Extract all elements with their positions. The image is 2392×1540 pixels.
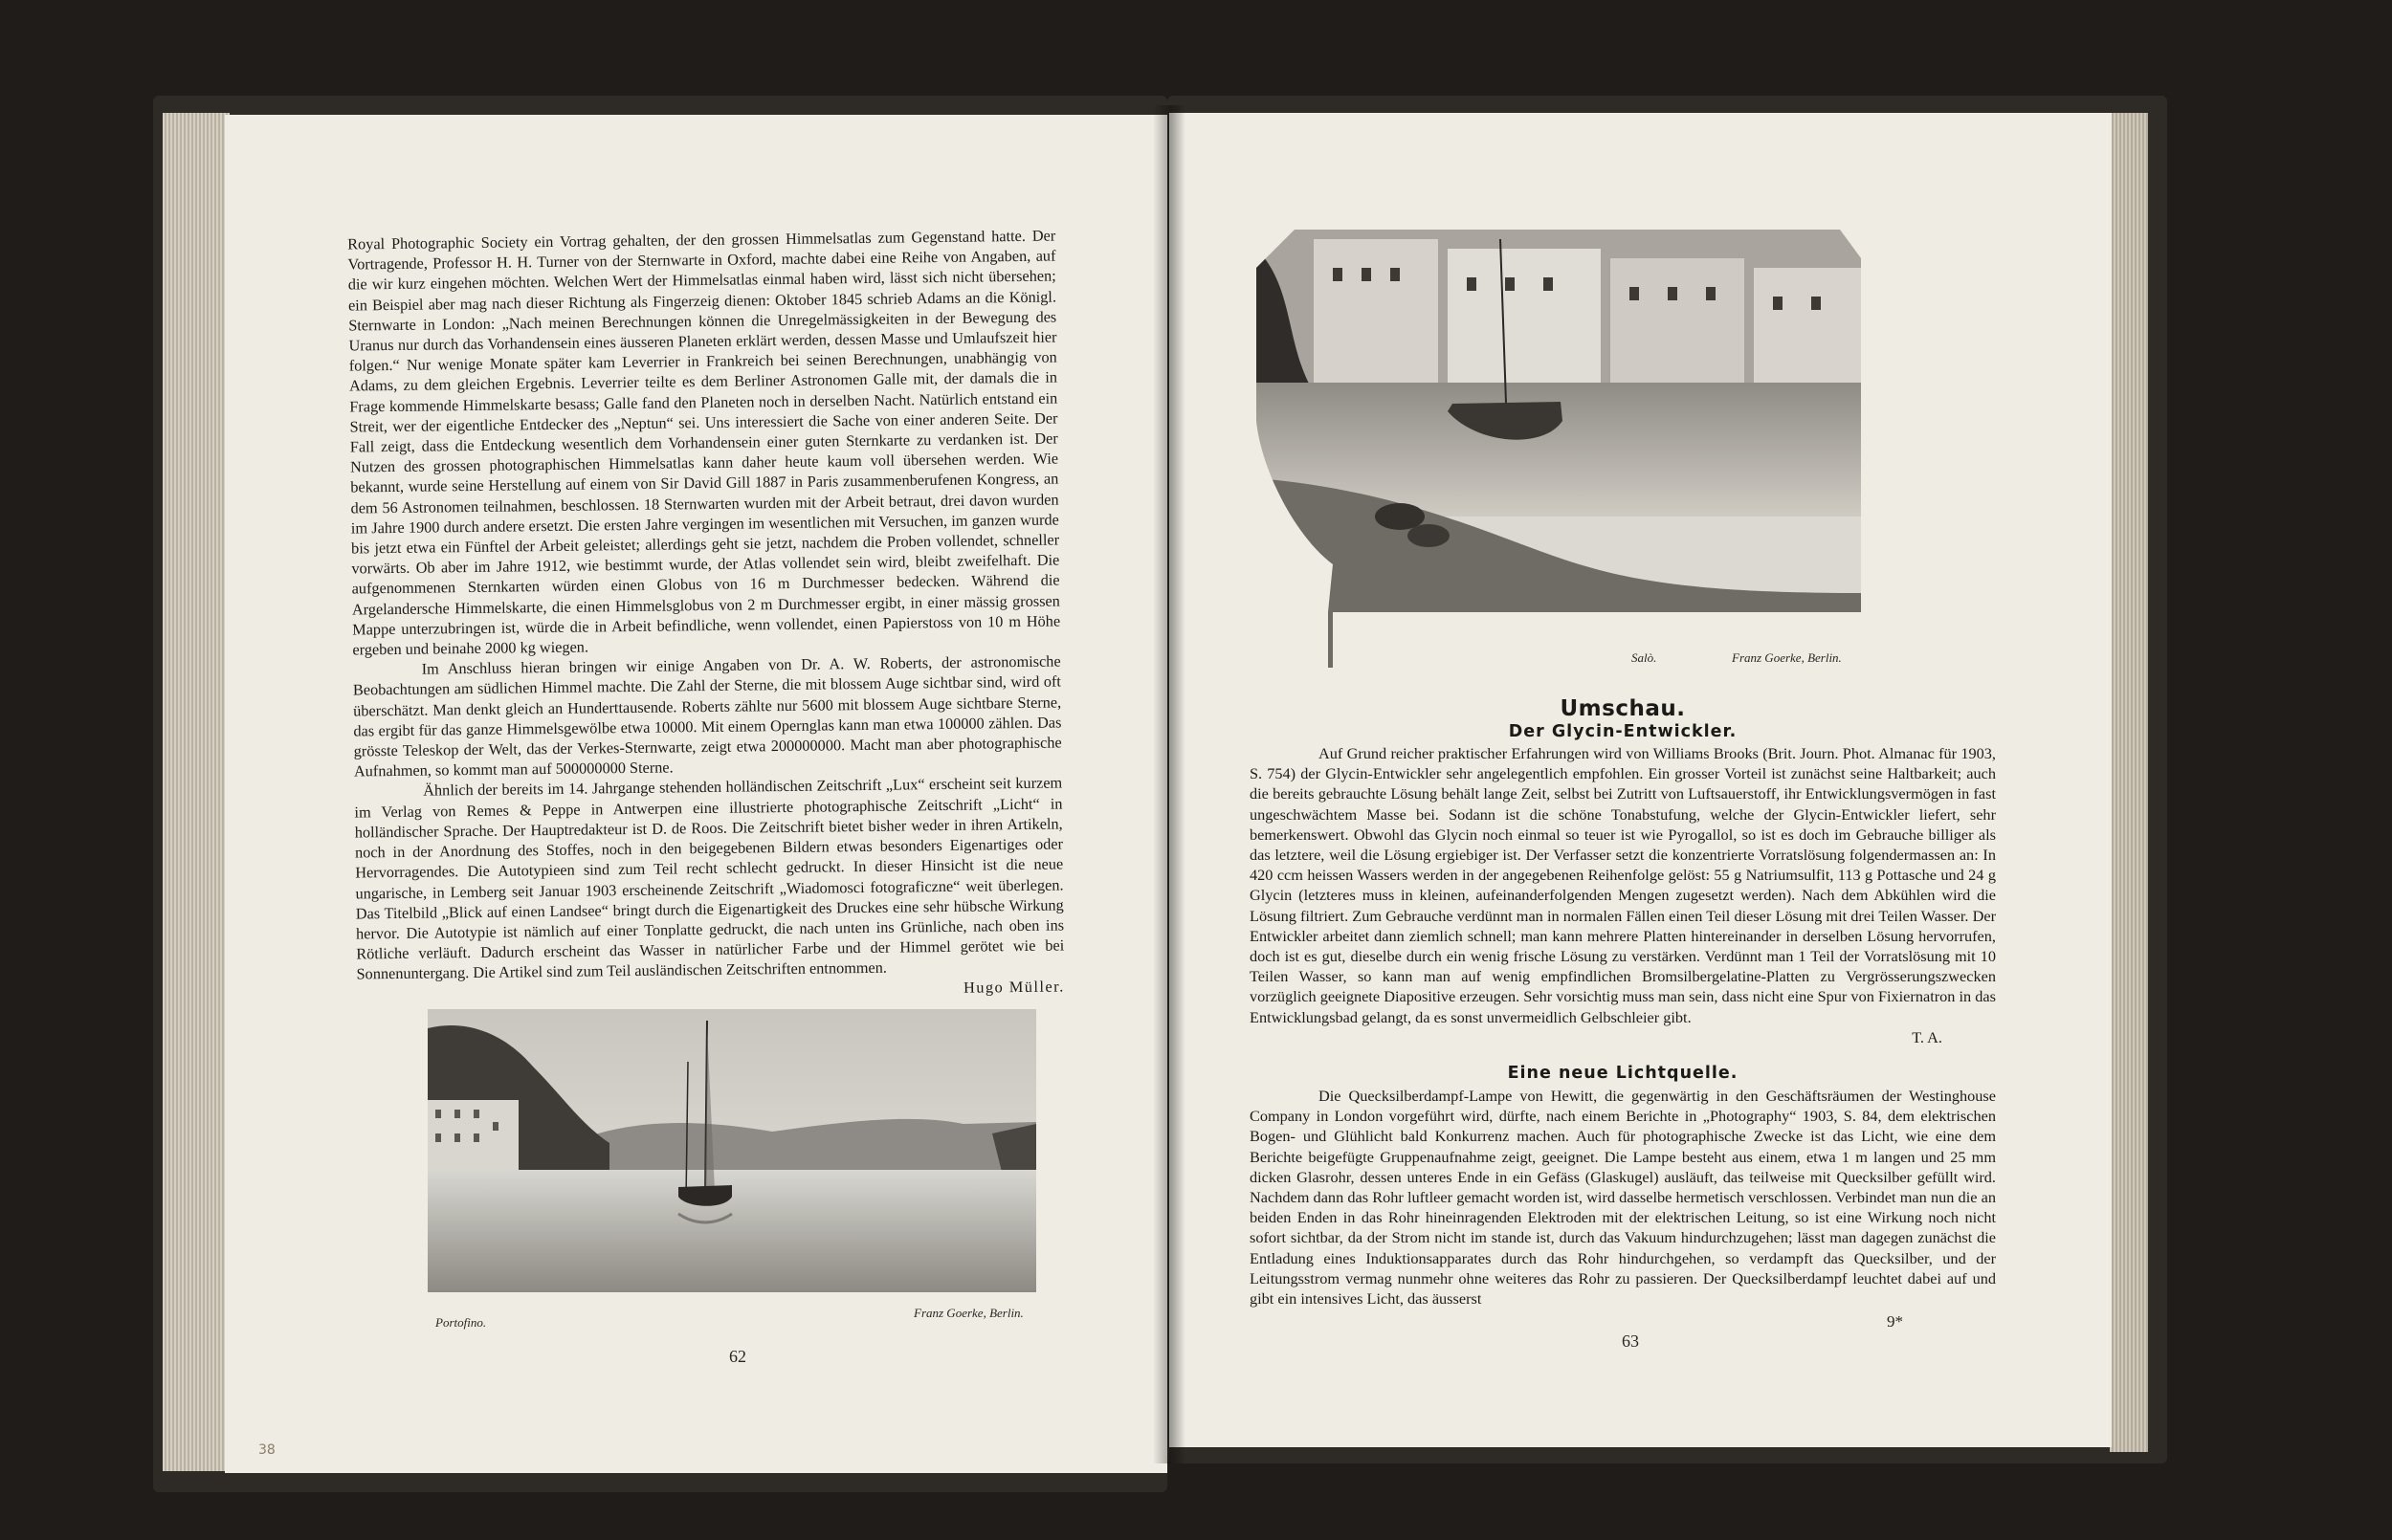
left-paragraph-2: Im Anschluss hieran bringen wir einige Angaben von Dr. A. W. Roberts, der astronomische Beobachtungen am südlichen Himmel machte. Die Zahl der Sterne, die mit blossem Auge sichtbar sind, wird oft überschätzt. Man denkt gleich an Hunderttausende. Roberts zählte nur 5600 mit blossem Auge sichtbare Sterne, das ergibt für das ganze Himmelsgewölbe etwa 10000. Mit einem Opernglas kann man etwa 100000 zählen. Das grösste Teleskop der Welt, das der Verkes-Sternwarte, zeigt etwa 200000000. Macht man aber photographische Aufnahmen, so kommt man auf 500000000 Sterne. [352, 651, 1062, 781]
section-title: Umschau. [1560, 696, 1686, 721]
salo-caption-place: Salò. [1631, 650, 1657, 665]
signature-mark: 9* [1887, 1312, 1903, 1331]
article-lichtquelle-paragraph: Die Quecksilberdampf-Lampe von Hewitt, die gegenwärtig in den Geschäftsräumen der Westinghouse Company in London vorgeführt wird, dürfte, nach einem Berichte in „Photography“ 1903, S. 84, dem elektrischen Bogen- und Glühlicht bald Konkurrenz machen. Auch für photographische Zwecke ist das Licht, wie eine dem Berichte beigefügte Gruppenaufnahme zeigt, geeignet. Die Lampe besteht aus einem, etwa 1 m langen und 25 mm dicken Glasrohr, dessen unteres Ende in ein Gefäss (Glaskugel) ausläuft, das teilweise mit Quecksilber gefüllt wird. Nachdem dann das Rohr luftleer gemacht worden ist, wird dasselbe hermetisch verschlossen. Verbindet man nun die an beiden Enden in das Rohr hineinragenden Elektroden mit der elektrischen Leitung, so ist eine Wirkung noch nicht sofort sichtbar, da der Strom nicht im stande ist, durch das Vakuum hindurchzugehen; lässt man dagegen zunächst die Entladung eines Induktionsapparates durch das Rohr hindurchgehen, so verdampft das Quecksilber, und der Leitungsstrom vermag nunmehr ohne weiteres das Rohr zu passieren. Der Quecksilberdampf leuchtet dabei auf und gibt ein intensives Licht, das äusserst [1250, 1087, 1996, 1309]
article-glycin-paragraph: Auf Grund reicher praktischer Erfahrungen wird von Williams Brooks (Brit. Journ. Phot. Almanac für 1903, S. 754) der Glycin-Entwickler sehr angelegentlich empfohlen. Ein grosser Vorteil ist zunächst seine Haltbarkeit; auch die bereits gebrauchte Lösung behält lange Zeit, selbst bei Zutritt von Luftsauerstoff, ihr Entwicklungsvermögen in fast ungeschwächtem Masse bei. Sodann ist die schöne Tonabstufung, welche der Glycin-Entwickler liefert, sehr bemerkenswert. Obwohl das Glycin noch einmal so teuer ist wie Pyrogallol, so ist es doch im Gebrauche billiger als das letztere, weil die Lösung ergiebiger ist. Der Verfasser setzt die konzentrierte Vorratslösung folgendermassen an: In 420 ccm heissen Wassers werden in der angegebenen Reihenfolge gelöst: 55 g Natriumsulfit, 113 g Pottasche und 24 g Glycin (letzteres muss in kleinen, aufeinanderfolgenden Mengen zugesetzt werden). Nach dem Abkühlen wird die Lösung filtriert. Zum Gebrauche verdünnt man in normalen Fällen einen Teil dieser Lösung mit drei Teilen Wasser. Der Entwickler arbeitet dann ziemlich schnell; man kann mehrere Platten hintereinander in derselben Lösung hervorrufen, doch ist es gut, dieselbe durch ein wenig frische Lösung zu verstärken. Verdünnt man 1 Teil der Vorratslösung mit 10 Teilen Wasser, so kann man auf wenig empfindlichen Bromsilbergelatine-Platten zu Vergrösserungszwecken vorzüglich geeignete Diapositive erzeugen. Sehr vorsichtig muss man sein, dass nicht eine Spur von Fixiernatron in das Entwicklungsbad gelangt, da es sonst unvermeidlich Gelbschleier gibt. [1250, 744, 1996, 1026]
photo-portofino-image [428, 1009, 1036, 1292]
portofino-caption-credit: Franz Goerke, Berlin. [914, 1306, 1024, 1320]
left-paragraph-1: Royal Photographic Society ein Vortrag gehalten, der den grossen Himmelsatlas zum Gegenstand hatte. Der Vortragende, Professor H. H. Turner von der Sternwarte in Oxford, machte dabei eine Reihe von Angaben, auf die wir kurz eingehen möchten. Welchen Wert der Himmelsatlas einmal haben wird, lässt sich nicht übersehen; ein Beispiel aber mag nach dieser Richtung als Fingerzeig dienen: Oktober 1845 schrieb Adams an die Königl. Sternwarte in London: „Nach meinen Berechnungen können die Unregelmässigkeiten in der Bewegung des Uranus nur durch das Vorhandensein eines äusseren Planeten erklärt werden, dessen Masse und Umlaufszeit hier folgen.“ Nur wenige Monate später kam Leverrier in Frankreich bei seinen Berechnungen, unabhängig von Adams, zu dem gleichen Ergebnis. Leverrier teilte es dem Berliner Astronomen Galle mit, der damals die in Frage kommende Himmelskarte besass; Galle fand den Planeten noch in derselben Nacht. Natürlich entstand ein Streit, wer der eigentliche Entdecker des „Neptun“ sei. Uns interessiert die Sache von einer anderen Seite. Der Fall zeigt, dass die Entdeckung wesentlich dem Vorhandensein einer guten Sternkarte zu verdanken ist. Der Nutzen des grossen photographischen Himmelsatlas kann daher heute kaum voll übersehen werden. Wie bekannt, wurde seine Herstellung auf einem von Sir David Gill 1887 in Paris zusammenberufenen Kongress, an dem 56 Astronomen teilnahmen, beschlossen. 18 Sternwarten wurden mit der Arbeit betraut, drei davon wurden im Jahre 1900 durch andere ersetzt. Die ersten Jahre vergingen im wesentlichen mit Versuchen, im ganzen wurde bis jetzt etwa ein Fünftel der Arbeit geleistet; allerdings geht sie jetzt, nachdem die Proben vollendet, schneller vorwärts. Ob aber im Jahre 1912, wie bestimmt wurde, der Atlas vollendet sein wird, bleibt zweifelhaft. Die aufgenommenen Sternkarten würden einen Globus von 16 m Durchmesser bedecken. Während die Argelandersche Himmelskarte, die einen Himmelsglobus von 2 m Durchmesser ergibt, in einer mässig grossen Mappe unterzubringen ist, würde die in Arbeit befindliche, wenn vollendet, einen Papierstoss von 10 m Höhe ergeben und beinahe 2000 kg wiegen. [347, 226, 1061, 659]
book-gutter [1153, 105, 1185, 1463]
left-page-text [347, 226, 1065, 1005]
article-glycin-signature: T. A. [1912, 1027, 1942, 1046]
margin-pencil-note: 38 [258, 1442, 276, 1458]
right-page-number: 63 [1622, 1331, 1639, 1351]
article-title-lichtquelle: Eine neue Lichtquelle. [1507, 1064, 1739, 1083]
salo-caption-credit: Franz Goerke, Berlin. [1732, 650, 1842, 665]
portofino-caption-place: Portofino. [435, 1315, 487, 1330]
article-lichtquelle-text [1250, 1086, 1996, 1309]
photo-portofino [428, 1009, 1036, 1292]
photo-salo-image [1256, 230, 1861, 668]
left-page-number: 62 [729, 1347, 746, 1366]
article-glycin-text [1250, 743, 1996, 1047]
page-edges-right [2110, 113, 2148, 1452]
photo-salo [1256, 230, 1861, 668]
page-edges-left [163, 113, 230, 1471]
article-title-glycin: Der Glycin-Entwickler. [1508, 722, 1738, 741]
left-signature: Hugo Müller. [963, 976, 1065, 997]
left-paragraph-3: Ähnlich der bereits im 14. Jahrgange stehenden holländischen Zeitschrift „Lux“ erscheint seit kurzem im Verlag von Remes & Peppe in Antwerpen eine illustrierte photographische Zeitschrift „Licht“ in holländischer Sprache. Der Hauptredakteur ist D. de Roos. Die Zeitschrift bietet bisher weder in ihren Artikeln, noch in der Anordnung des Stoffes, noch in den beigegebenen Bildern etwas besonders Eigenartiges oder Hervorragendes. Die Autotypieen sind zum Teil recht schlecht gedruckt. In dieser Hinsicht ist die neue ungarische, in Lemberg seit Januar 1903 erscheinende Zeitschrift „Wiadomosci fotograficzne“ weit überlegen. Das Titelbild „Blick auf einen Landsee“ bringt durch die Eigenartigkeit des Druckes eine sehr hübsche Wirkung hervor. Die Autotypie ist nämlich auf einer Tonplatte gedruckt, die nach unten ins Grünliche, nach oben ins Rötliche verläuft. Dadurch erscheint das Wasser in natürlicher Farbe und der Himmel gerötet wie bei Sonnenuntergang. Die Artikel sind zum Teil ausländischen Zeitschriften entnommen. [354, 773, 1065, 983]
